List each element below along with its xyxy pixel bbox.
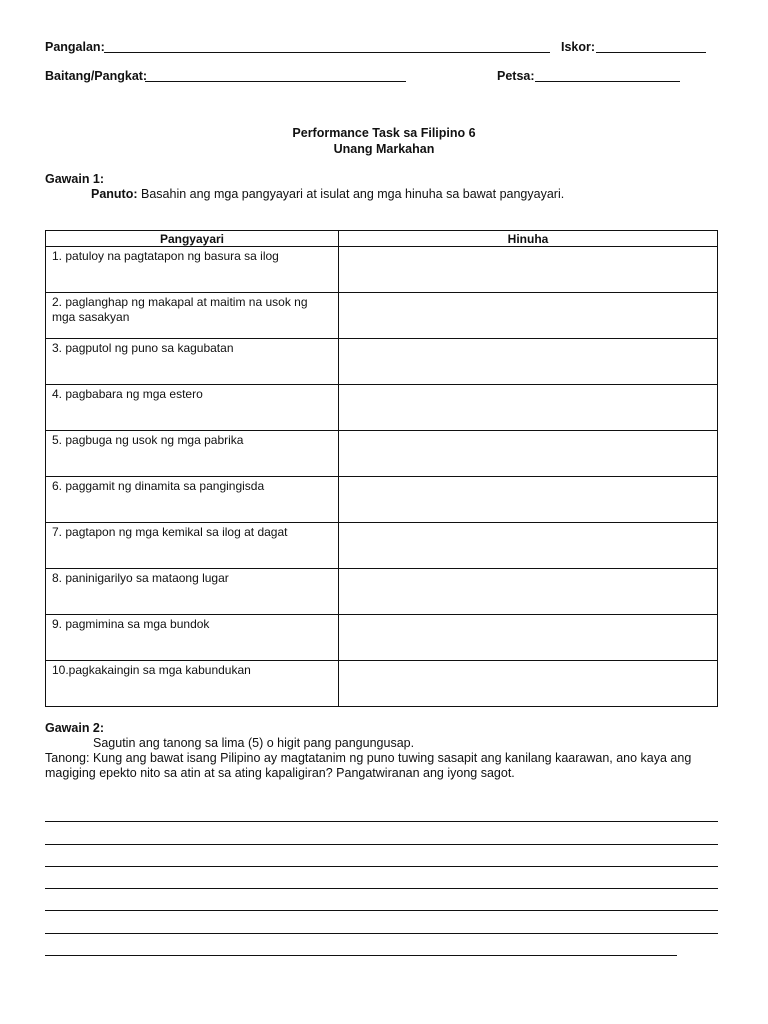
instruction-label: Panuto:: [91, 187, 138, 201]
table-row: [46, 661, 718, 707]
inference-cell[interactable]: [339, 615, 718, 661]
score-label: Iskor:: [561, 40, 596, 54]
event-cell: 5. pagbuga ng usok ng mga pabrika: [46, 431, 339, 477]
table-row: [46, 523, 718, 569]
answer-line[interactable]: [45, 910, 718, 911]
answer-line[interactable]: [45, 955, 677, 956]
gawain2-instruction: Sagutin ang tanong sa lima (5) o higit pang pangungusap.: [93, 736, 415, 750]
event-cell: 3. pagputol ng puno sa kagubatan: [46, 339, 339, 385]
answer-line[interactable]: [45, 888, 718, 889]
event-cell: 8. paninigarilyo sa mataong lugar: [46, 569, 339, 615]
table-row: [46, 385, 718, 431]
event-cell: 2. paglanghap ng makapal at maitim na usok ng mga sasakyan: [46, 293, 339, 339]
table-row: [46, 431, 718, 477]
event-cell: 7. pagtapon ng mga kemikal sa ilog at dagat: [46, 523, 339, 569]
header-hinuha: Hinuha: [339, 231, 718, 247]
gawain2-question-line1: Tanong: Kung ang bawat isang Pilipino ay magtatanim ng puno tuwing sasapit ang kanilang kaarawan, ano kaya ang: [45, 751, 692, 765]
inference-cell[interactable]: [339, 661, 718, 707]
inference-cell[interactable]: [339, 569, 718, 615]
event-cell: 4. pagbabara ng mga estero: [46, 385, 339, 431]
gawain1-heading: Gawain 1:: [45, 172, 105, 186]
gawain2-heading: Gawain 2:: [45, 721, 105, 735]
event-cell: 6. paggamit ng dinamita sa pangingisda: [46, 477, 339, 523]
grade-label: Baitang/Pangkat:: [45, 69, 148, 83]
answer-line[interactable]: [45, 844, 718, 845]
table-row: [46, 247, 718, 293]
date-field[interactable]: [535, 81, 680, 82]
header-pangyayari: Pangyayari: [46, 231, 339, 247]
inference-cell[interactable]: [339, 293, 718, 339]
page-title: Performance Task sa Filipino 6: [292, 126, 476, 140]
table-row: [46, 477, 718, 523]
date-label: Petsa:: [497, 69, 535, 83]
event-cell: 9. pagmimina sa mga bundok: [46, 615, 339, 661]
gawain1-instruction: [91, 187, 564, 201]
task-table: [45, 230, 718, 707]
inference-cell[interactable]: [339, 477, 718, 523]
inference-cell[interactable]: [339, 247, 718, 293]
inference-cell[interactable]: [339, 523, 718, 569]
score-field[interactable]: [596, 52, 706, 53]
table-row: [46, 339, 718, 385]
table-row: [46, 293, 718, 339]
table-row: [46, 615, 718, 661]
answer-line[interactable]: [45, 821, 718, 822]
grade-field[interactable]: [145, 81, 406, 82]
inference-cell[interactable]: [339, 385, 718, 431]
name-label: Pangalan:: [45, 40, 105, 54]
answer-line[interactable]: [45, 866, 718, 867]
gawain2-question-line2: magiging epekto nito sa atin at sa ating kapaligiran? Pangatwiranan ang iyong sagot.: [45, 766, 515, 780]
page-subtitle: Unang Markahan: [333, 142, 435, 156]
table-header-row: [46, 231, 718, 247]
event-cell: 10.pagkakaingin sa mga kabundukan: [46, 661, 339, 707]
instruction-text: Basahin ang mga pangyayari at isulat ang mga hinuha sa bawat pangyayari.: [137, 187, 565, 201]
inference-cell[interactable]: [339, 339, 718, 385]
name-field[interactable]: [104, 52, 550, 53]
table-row: [46, 569, 718, 615]
inference-cell[interactable]: [339, 431, 718, 477]
event-cell: 1. patuloy na pagtatapon ng basura sa ilog: [46, 247, 339, 293]
answer-line[interactable]: [45, 933, 718, 934]
